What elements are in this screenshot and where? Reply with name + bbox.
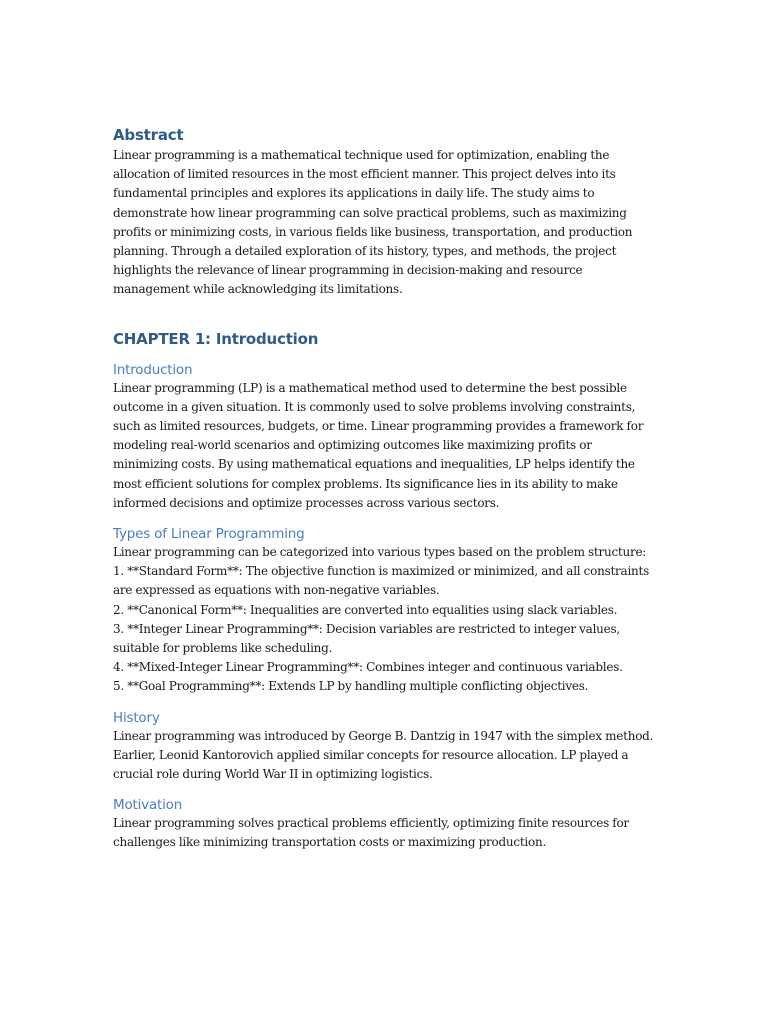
- types-list: [113, 543, 658, 697]
- list-item: 3. **Integer Linear Programming**: Decision variables are restricted to integer values, suitable for problems like scheduling.: [113, 621, 620, 656]
- introduction-text: Linear programming (LP) is a mathematical method used to determine the best possible outcome in a given situation. It is commonly used to solve problems involving constraints, such as limited resources, budgets, or time. Linear programming provides a framework for modeling real-world scenarios and optimizing outcomes like maximizing profits or minimizing costs. By using mathematical equations and inequalities, LP helps identify the most efficient solutions for complex problems. Its significance lies in its ability to make informed decisions and optimize processes across various sectors.: [113, 380, 644, 510]
- motivation-text: Linear programming solves practical problems efficiently, optimizing finite resources for challenges like minimizing transportation costs or maximizing production.: [113, 816, 629, 850]
- motivation-heading: Motivation: [113, 797, 183, 814]
- list-item: 2. **Canonical Form**: Inequalities are converted into equalities using slack variables.: [113, 602, 618, 617]
- abstract-heading: Abstract: [113, 126, 184, 144]
- document-page: [113, 124, 658, 853]
- history-heading: History: [113, 709, 160, 726]
- chapter-heading: CHAPTER 1: Introduction: [113, 329, 319, 348]
- list-item: 4. **Mixed-Integer Linear Programming**: Combines integer and continuous variables.: [113, 660, 623, 675]
- types-heading: Types of Linear Programming: [113, 526, 305, 543]
- types-intro: Linear programming can be categorized into various types based on the problem structure:: [113, 545, 647, 560]
- abstract-text: Linear programming is a mathematical technique used for optimization, enabling the allocation of limited resources in the most efficient manner. This project delves into its fundamental principles and explores its applications in daily life. The study aims to demonstrate how linear programming can solve practical problems, such as maximizing profits or minimizing costs, in various fields like business, transportation, and production planning. Through a detailed exploration of its history, types, and methods, the project highlights the relevance of linear programming in decision-making and resource management while acknowledging its limitations.: [113, 148, 633, 297]
- introduction-heading: Introduction: [113, 361, 193, 378]
- history-text: Linear programming was introduced by George B. Dantzig in 1947 with the simplex method. Earlier, Leonid Kantorovich applied similar concepts for resource allocation. LP played a crucial role during World War II in optimizing logistics.: [113, 728, 654, 782]
- list-item: 1. **Standard Form**: The objective function is maximized or minimized, and all constraints are expressed as equations with non-negative variables.: [113, 564, 649, 598]
- list-item: 5. **Goal Programming**: Extends LP by handling multiple conflicting objectives.: [113, 679, 589, 694]
